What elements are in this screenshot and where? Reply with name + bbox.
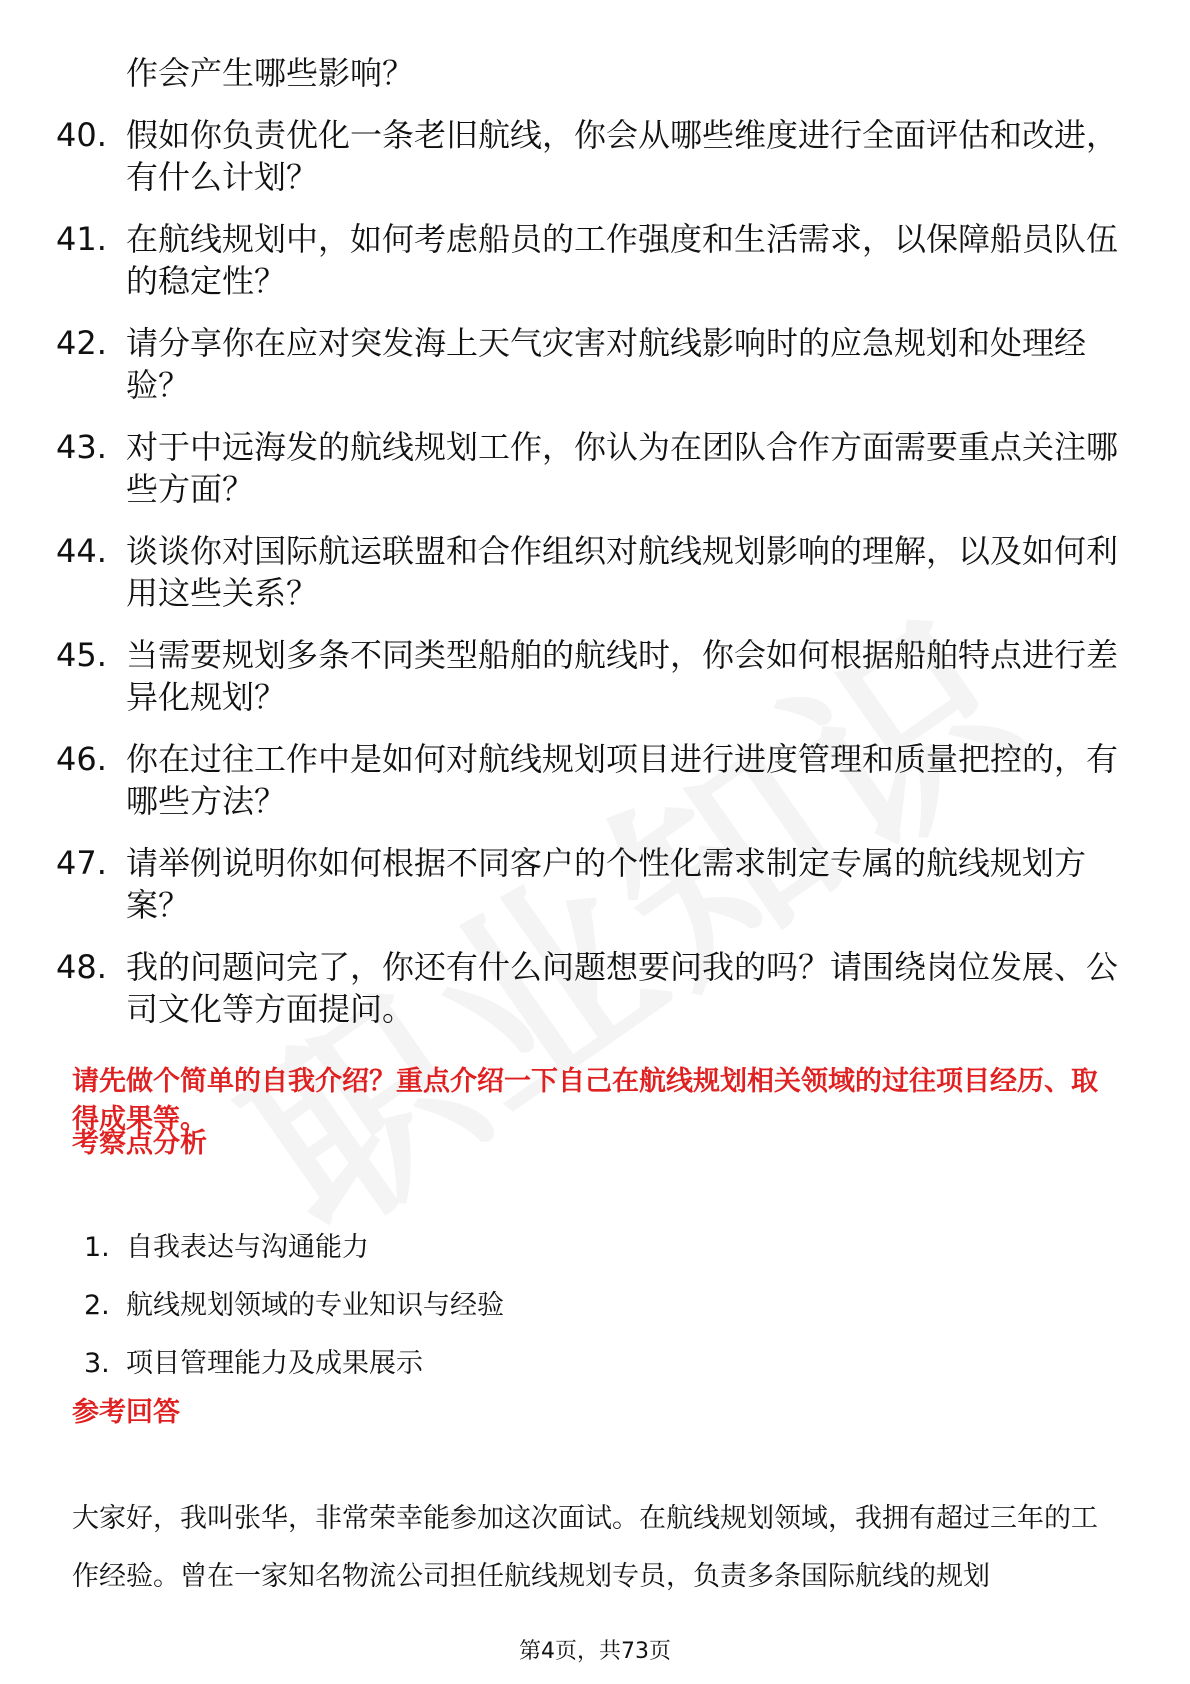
question-item (56, 114, 1136, 198)
question-text: 当需要规划多条不同类型船舶的航线时，你会如何根据船舶特点进行差异化规划？ (126, 636, 1119, 716)
question-number: 44. (56, 532, 107, 570)
point-number: 3. (84, 1348, 110, 1379)
question-item (56, 426, 1136, 510)
question-number: 48. (56, 948, 107, 986)
analysis-heading: 考察点分析 (72, 1128, 207, 1159)
question-text: 在航线规划中，如何考虑船员的工作强度和生活需求，以保障船员队伍的稳定性？ (126, 220, 1119, 300)
analysis-point (84, 1288, 504, 1324)
question-item (56, 842, 1136, 926)
question-text: 你在过往工作中是如何对航线规划项目进行进度管理和质量把控的，有哪些方法？ (126, 740, 1119, 820)
question-item (56, 946, 1136, 1030)
question-item (56, 218, 1136, 302)
analysis-point (84, 1346, 504, 1382)
question-item (56, 738, 1136, 822)
question-number: 40. (56, 116, 107, 154)
question-text: 对于中远海发的航线规划工作，你认为在团队合作方面需要重点关注哪些方面？ (126, 428, 1119, 508)
analysis-points (84, 1230, 504, 1404)
question-number: 46. (56, 740, 107, 778)
point-text: 自我表达与沟通能力 (126, 1232, 369, 1263)
page-footer: 第4页，共73页 (519, 1639, 671, 1664)
featured-question: 请先做个简单的自我介绍？重点介绍一下自己在航线规划相关领域的过往项目经历、取得成果等。 (72, 1066, 1098, 1135)
question-number: 42. (56, 324, 107, 362)
point-text: 航线规划领域的专业知识与经验 (126, 1290, 504, 1321)
question-text: 请举例说明你如何根据不同客户的个性化需求制定专属的航线规划方案？ (126, 844, 1087, 924)
point-text: 项目管理能力及成果展示 (126, 1348, 423, 1379)
question-number: 43. (56, 428, 107, 466)
question-item (56, 634, 1136, 718)
question-text: 我的问题问完了，你还有什么问题想要问我的吗？请围绕岗位发展、公司文化等方面提问。 (126, 948, 1119, 1028)
question-item (56, 530, 1136, 614)
question-text: 假如你负责优化一条老旧航线，你会从哪些维度进行全面评估和改进，有什么计划？ (126, 116, 1119, 196)
analysis-point (84, 1230, 504, 1266)
question-number: 47. (56, 844, 107, 882)
question-number: 41. (56, 220, 107, 258)
question-text: 请分享你在应对突发海上天气灾害对航线影响时的应急规划和处理经验？ (126, 324, 1087, 404)
question-text: 谈谈你对国际航运联盟和合作组织对航线规划影响的理解，以及如何利用这些关系？ (126, 532, 1119, 612)
question-continuation: 作会产生哪些影响？ (126, 54, 415, 92)
question-item (56, 322, 1136, 406)
reference-heading: 参考回答 (72, 1397, 180, 1428)
question-list (56, 114, 1136, 1050)
point-number: 1. (84, 1232, 110, 1263)
question-number: 45. (56, 636, 107, 674)
reference-answer: 大家好，我叫张华，非常荣幸能参加这次面试。在航线规划领域，我拥有超过三年的工作经验。曾在一家知名物流公司担任航线规划专员，负责多条国际航线的规划 (72, 1503, 1098, 1592)
point-number: 2. (84, 1290, 110, 1321)
